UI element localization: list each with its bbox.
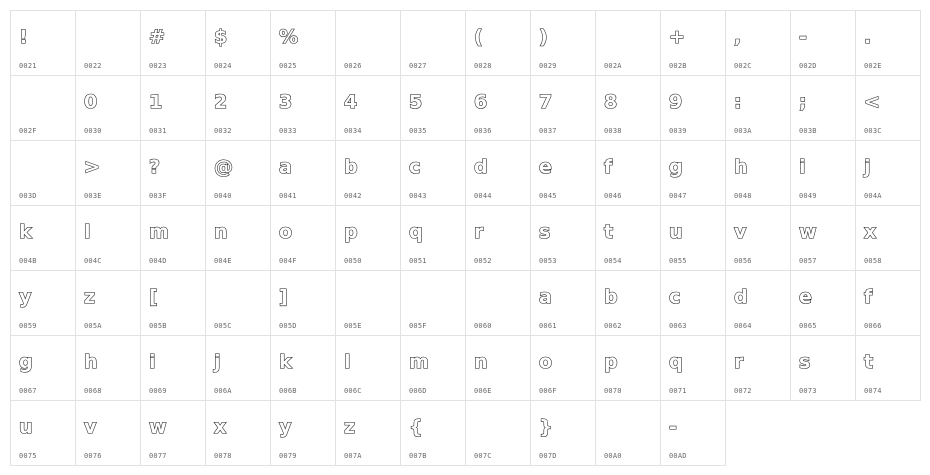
glyph-cell[interactable] (11, 401, 76, 466)
glyph-preview: 7 (539, 91, 553, 113)
glyph-preview: g (669, 156, 683, 178)
glyph-codepoint: 0073 (799, 387, 817, 395)
glyph-cell[interactable] (206, 11, 271, 76)
glyph-codepoint: 0036 (474, 127, 492, 135)
glyph-preview: z (344, 416, 356, 438)
glyph-cell[interactable] (76, 206, 141, 271)
glyph-cell[interactable] (141, 206, 206, 271)
glyph-cell[interactable] (726, 76, 791, 141)
glyph-preview: v (84, 416, 97, 438)
glyph-cell[interactable] (141, 11, 206, 76)
glyph-codepoint: 005A (84, 322, 102, 330)
glyph-cell[interactable] (531, 401, 596, 466)
glyph-codepoint: 0065 (799, 322, 817, 330)
glyph-cell[interactable] (856, 336, 921, 401)
glyph-cell[interactable] (76, 11, 141, 76)
glyph-preview: k (19, 221, 32, 243)
glyph-preview: q (409, 221, 423, 243)
glyph-codepoint: 0041 (279, 192, 297, 200)
glyph-codepoint: 0044 (474, 192, 492, 200)
glyph-preview: x (214, 416, 227, 438)
glyph-cell[interactable] (271, 11, 336, 76)
glyph-codepoint: 0039 (669, 127, 687, 135)
glyph-cell[interactable] (661, 206, 726, 271)
glyph-cell[interactable] (466, 206, 531, 271)
glyph-cell[interactable] (596, 336, 661, 401)
glyph-cell[interactable] (76, 141, 141, 206)
glyph-codepoint: 0046 (604, 192, 622, 200)
glyph-preview: p (344, 221, 358, 243)
glyph-cell[interactable] (726, 11, 791, 76)
glyph-codepoint: 0067 (19, 387, 37, 395)
glyph-codepoint: 0058 (864, 257, 882, 265)
glyph-codepoint: 003A (734, 127, 752, 135)
glyph-preview: ] (279, 286, 288, 308)
glyph-cell[interactable] (531, 206, 596, 271)
glyph-cell[interactable] (401, 271, 466, 336)
glyph-cell[interactable] (791, 271, 856, 336)
glyph-cell[interactable] (661, 401, 726, 466)
glyph-codepoint: 0022 (84, 62, 102, 70)
glyph-codepoint: 0033 (279, 127, 297, 135)
glyph-preview: , (734, 26, 742, 48)
glyph-cell[interactable] (141, 336, 206, 401)
glyph-codepoint: 005E (344, 322, 362, 330)
glyph-grid (10, 10, 921, 466)
glyph-cell[interactable] (531, 76, 596, 141)
glyph-preview: ) (539, 26, 548, 48)
glyph-preview: m (409, 351, 429, 373)
glyph-preview: 3 (279, 91, 293, 113)
glyph-preview: d (734, 286, 748, 308)
glyph-preview: + (669, 26, 685, 48)
glyph-codepoint: 0038 (604, 127, 622, 135)
glyph-preview: : (734, 91, 742, 113)
glyph-codepoint: 003B (799, 127, 817, 135)
glyph-cell[interactable] (596, 206, 661, 271)
glyph-cell[interactable] (791, 336, 856, 401)
glyph-codepoint: 0071 (669, 387, 687, 395)
glyph-preview: h (84, 351, 98, 373)
glyph-preview: 1 (149, 91, 163, 113)
glyph-preview: s (799, 351, 811, 373)
glyph-cell[interactable] (856, 11, 921, 76)
glyph-codepoint: 007C (474, 452, 492, 460)
glyph-cell[interactable] (466, 76, 531, 141)
glyph-preview: j (214, 351, 221, 373)
glyph-cell[interactable] (76, 76, 141, 141)
glyph-codepoint: 0053 (539, 257, 557, 265)
glyph-codepoint: 0040 (214, 192, 232, 200)
glyph-codepoint: 006A (214, 387, 232, 395)
glyph-codepoint: 004E (214, 257, 232, 265)
glyph-codepoint: 0052 (474, 257, 492, 265)
glyph-preview: l (344, 351, 351, 373)
glyph-cell[interactable] (726, 336, 791, 401)
glyph-cell[interactable] (401, 401, 466, 466)
glyph-codepoint: 0043 (409, 192, 427, 200)
glyph-preview: [ (149, 286, 158, 308)
glyph-cell[interactable] (206, 401, 271, 466)
glyph-cell[interactable] (336, 76, 401, 141)
glyph-cell[interactable] (596, 271, 661, 336)
glyph-codepoint: 004B (19, 257, 37, 265)
glyph-codepoint: 0055 (669, 257, 687, 265)
glyph-cell[interactable] (401, 206, 466, 271)
glyph-cell[interactable] (336, 401, 401, 466)
glyph-preview: d (474, 156, 488, 178)
glyph-codepoint: 0061 (539, 322, 557, 330)
glyph-cell[interactable] (726, 271, 791, 336)
glyph-cell[interactable] (336, 206, 401, 271)
glyph-codepoint: 005D (279, 322, 297, 330)
glyph-codepoint: 0035 (409, 127, 427, 135)
glyph-preview: q (669, 351, 683, 373)
glyph-cell[interactable] (596, 401, 661, 466)
glyph-codepoint: 0045 (539, 192, 557, 200)
glyph-codepoint: 0050 (344, 257, 362, 265)
glyph-codepoint: 004A (864, 192, 882, 200)
glyph-codepoint: 0024 (214, 62, 232, 70)
glyph-preview: w (799, 221, 817, 243)
glyph-codepoint: 003E (84, 192, 102, 200)
glyph-cell[interactable] (11, 336, 76, 401)
glyph-preview: h (734, 156, 748, 178)
glyph-codepoint: 0021 (19, 62, 37, 70)
glyph-cell[interactable] (531, 11, 596, 76)
glyph-preview: 9 (669, 91, 683, 113)
glyph-codepoint: 00A0 (604, 452, 622, 460)
glyph-codepoint: 0027 (409, 62, 427, 70)
glyph-cell[interactable] (726, 206, 791, 271)
glyph-preview: ! (19, 26, 28, 48)
glyph-codepoint: 0077 (149, 452, 167, 460)
glyph-cell[interactable] (856, 271, 921, 336)
glyph-preview: $ (214, 26, 228, 48)
glyph-codepoint: 0059 (19, 322, 37, 330)
glyph-preview: n (474, 351, 488, 373)
glyph-codepoint: 006F (539, 387, 557, 395)
glyph-preview: - (669, 416, 677, 438)
glyph-cell[interactable] (466, 141, 531, 206)
glyph-cell[interactable] (271, 141, 336, 206)
glyph-codepoint: 0042 (344, 192, 362, 200)
glyph-preview: f (604, 156, 613, 178)
glyph-preview: x (864, 221, 877, 243)
glyph-codepoint: 005F (409, 322, 427, 330)
glyph-codepoint: 004C (84, 257, 102, 265)
glyph-preview: s (539, 221, 551, 243)
glyph-preview: } (539, 416, 553, 438)
glyph-codepoint: 002C (734, 62, 752, 70)
glyph-cell[interactable] (466, 271, 531, 336)
glyph-preview: b (604, 286, 618, 308)
glyph-preview: 2 (214, 91, 228, 113)
glyph-codepoint: 0057 (799, 257, 817, 265)
glyph-codepoint: 0070 (604, 387, 622, 395)
glyph-preview: f (864, 286, 873, 308)
glyph-cell[interactable] (466, 336, 531, 401)
glyph-cell[interactable] (596, 76, 661, 141)
glyph-codepoint: 0028 (474, 62, 492, 70)
glyph-preview: ( (474, 26, 483, 48)
glyph-cell[interactable] (466, 401, 531, 466)
glyph-cell[interactable] (76, 401, 141, 466)
glyph-cell[interactable] (401, 141, 466, 206)
glyph-preview: y (279, 416, 292, 438)
glyph-preview: # (149, 26, 165, 48)
glyph-cell[interactable] (336, 11, 401, 76)
glyph-codepoint: 003F (149, 192, 167, 200)
glyph-cell[interactable] (271, 76, 336, 141)
glyph-codepoint: 005B (149, 322, 167, 330)
glyph-preview: w (149, 416, 167, 438)
glyph-codepoint: 0064 (734, 322, 752, 330)
glyph-cell[interactable] (141, 141, 206, 206)
glyph-preview: a (279, 156, 292, 178)
glyph-cell[interactable] (206, 76, 271, 141)
glyph-codepoint: 0068 (84, 387, 102, 395)
glyph-cell[interactable] (856, 76, 921, 141)
glyph-cell[interactable] (141, 271, 206, 336)
glyph-cell[interactable] (336, 141, 401, 206)
glyph-cell[interactable] (11, 11, 76, 76)
glyph-cell[interactable] (596, 141, 661, 206)
glyph-preview: u (669, 221, 683, 243)
glyph-cell[interactable] (531, 336, 596, 401)
glyph-preview: r (734, 351, 744, 373)
glyph-preview: l (84, 221, 91, 243)
glyph-preview: ? (149, 156, 161, 178)
glyph-cell[interactable] (336, 271, 401, 336)
glyph-cell[interactable] (271, 336, 336, 401)
glyph-codepoint: 002F (19, 127, 37, 135)
glyph-codepoint: 0048 (734, 192, 752, 200)
glyph-preview: r (474, 221, 484, 243)
glyph-codepoint: 002D (799, 62, 817, 70)
glyph-codepoint: 0025 (279, 62, 297, 70)
glyph-codepoint: 006D (409, 387, 427, 395)
glyph-cell[interactable] (141, 401, 206, 466)
glyph-codepoint: 0026 (344, 62, 362, 70)
glyph-codepoint: 006B (279, 387, 297, 395)
glyph-codepoint: 004F (279, 257, 297, 265)
glyph-preview: e (799, 286, 812, 308)
glyph-preview: 8 (604, 91, 618, 113)
glyph-preview: g (19, 351, 33, 373)
glyph-preview: e (539, 156, 552, 178)
glyph-codepoint: 007B (409, 452, 427, 460)
glyph-codepoint: 002A (604, 62, 622, 70)
glyph-cell[interactable] (596, 11, 661, 76)
glyph-preview: j (864, 156, 871, 178)
glyph-cell[interactable] (206, 141, 271, 206)
glyph-cell[interactable] (401, 336, 466, 401)
glyph-preview: v (734, 221, 747, 243)
glyph-cell[interactable] (401, 76, 466, 141)
glyph-preview: k (279, 351, 292, 373)
glyph-cell[interactable] (76, 271, 141, 336)
glyph-preview: ; (799, 91, 807, 113)
glyph-cell[interactable] (661, 76, 726, 141)
glyph-codepoint: 0031 (149, 127, 167, 135)
glyph-codepoint: 0051 (409, 257, 427, 265)
glyph-cell[interactable] (271, 271, 336, 336)
glyph-cell[interactable] (791, 11, 856, 76)
glyph-cell[interactable] (76, 336, 141, 401)
glyph-codepoint: 0063 (669, 322, 687, 330)
glyph-cell[interactable] (11, 76, 76, 141)
glyph-cell[interactable] (661, 271, 726, 336)
glyph-preview: c (409, 156, 421, 178)
glyph-preview: - (799, 26, 807, 48)
glyph-codepoint: 0037 (539, 127, 557, 135)
glyph-codepoint: 002B (669, 62, 687, 70)
glyph-codepoint: 0066 (864, 322, 882, 330)
glyph-cell[interactable] (856, 206, 921, 271)
glyph-cell[interactable] (791, 76, 856, 141)
glyph-preview: o (539, 351, 553, 373)
glyph-cell[interactable] (726, 141, 791, 206)
glyph-cell[interactable] (531, 141, 596, 206)
glyph-preview: z (84, 286, 96, 308)
glyph-codepoint: 006C (344, 387, 362, 395)
glyph-preview: 0 (84, 91, 98, 113)
glyph-cell[interactable] (856, 141, 921, 206)
glyph-preview: u (19, 416, 33, 438)
glyph-codepoint: 003C (864, 127, 882, 135)
glyph-codepoint: 0062 (604, 322, 622, 330)
glyph-cell[interactable] (206, 271, 271, 336)
glyph-preview: o (279, 221, 293, 243)
glyph-preview: b (344, 156, 358, 178)
glyph-preview: i (799, 156, 806, 178)
glyph-cell[interactable] (791, 141, 856, 206)
glyph-codepoint: 0079 (279, 452, 297, 460)
glyph-cell[interactable] (661, 336, 726, 401)
glyph-codepoint: 0030 (84, 127, 102, 135)
glyph-preview: 5 (409, 91, 423, 113)
glyph-codepoint: 0054 (604, 257, 622, 265)
glyph-codepoint: 0049 (799, 192, 817, 200)
glyph-preview: 4 (344, 91, 358, 113)
glyph-codepoint: 0056 (734, 257, 752, 265)
glyph-codepoint: 0075 (19, 452, 37, 460)
glyph-cell[interactable] (11, 271, 76, 336)
glyph-preview: . (864, 26, 872, 48)
glyph-codepoint: 007A (344, 452, 362, 460)
glyph-cell[interactable] (11, 206, 76, 271)
glyph-codepoint: 006E (474, 387, 492, 395)
glyph-codepoint: 0069 (149, 387, 167, 395)
glyph-preview: p (604, 351, 618, 373)
glyph-codepoint: 005C (214, 322, 232, 330)
glyph-preview: y (19, 286, 32, 308)
glyph-cell[interactable] (336, 336, 401, 401)
glyph-cell[interactable] (271, 401, 336, 466)
glyph-codepoint: 0029 (539, 62, 557, 70)
glyph-preview: @ (214, 156, 233, 178)
glyph-cell[interactable] (466, 11, 531, 76)
glyph-codepoint: 007D (539, 452, 557, 460)
glyph-codepoint: 0023 (149, 62, 167, 70)
glyph-codepoint: 003D (19, 192, 37, 200)
glyph-codepoint: 0072 (734, 387, 752, 395)
glyph-preview: > (84, 156, 100, 178)
glyph-codepoint: 0034 (344, 127, 362, 135)
glyph-cell[interactable] (661, 11, 726, 76)
glyph-cell[interactable] (206, 336, 271, 401)
glyph-codepoint: 0060 (474, 322, 492, 330)
glyph-preview: a (539, 286, 552, 308)
glyph-codepoint: 0076 (84, 452, 102, 460)
glyph-codepoint: 002E (864, 62, 882, 70)
glyph-preview: c (669, 286, 681, 308)
glyph-codepoint: 004D (149, 257, 167, 265)
glyph-codepoint: 0078 (214, 452, 232, 460)
glyph-cell[interactable] (141, 76, 206, 141)
glyph-preview: m (149, 221, 169, 243)
glyph-preview: 6 (474, 91, 488, 113)
glyph-cell[interactable] (531, 271, 596, 336)
glyph-preview: < (864, 91, 880, 113)
glyph-preview: t (864, 351, 874, 373)
glyph-codepoint: 0074 (864, 387, 882, 395)
glyph-cell[interactable] (401, 11, 466, 76)
glyph-preview: % (279, 26, 299, 48)
glyph-codepoint: 00AD (669, 452, 687, 460)
glyph-preview: i (149, 351, 156, 373)
glyph-cell[interactable] (791, 206, 856, 271)
glyph-cell[interactable] (271, 206, 336, 271)
glyph-preview: { (409, 416, 423, 438)
glyph-codepoint: 0032 (214, 127, 232, 135)
glyph-cell[interactable] (661, 141, 726, 206)
glyph-cell[interactable] (11, 141, 76, 206)
glyph-preview: n (214, 221, 228, 243)
glyph-codepoint: 0047 (669, 192, 687, 200)
glyph-preview: t (604, 221, 614, 243)
glyph-cell[interactable] (206, 206, 271, 271)
